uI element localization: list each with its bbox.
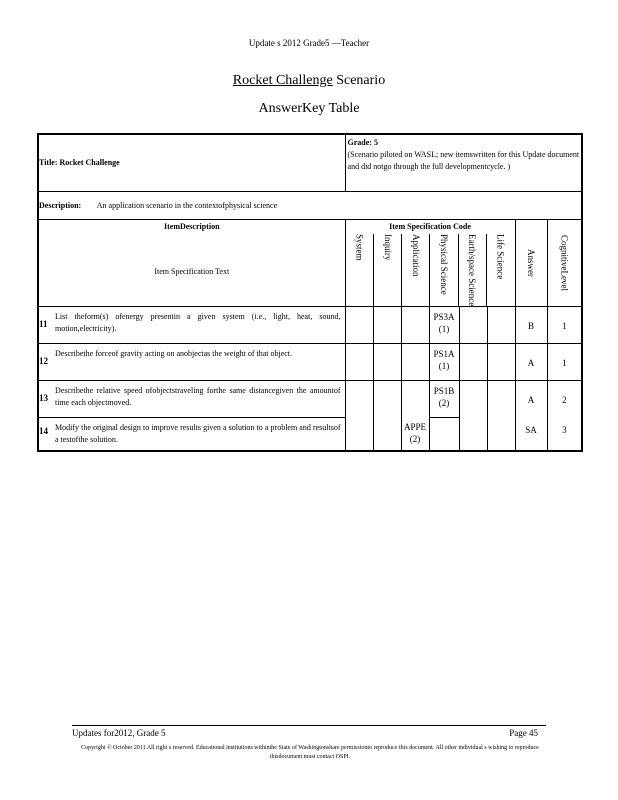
row-description: Modify the original design to improve results given a solution to a problem and resultsof a testofthe solution. [55,417,345,451]
document-subtitle: AnswerKey Table [258,101,360,116]
footer-left: Updates for2012, Grade 5 [72,728,166,738]
cell-level: 2 [547,380,582,417]
level-header [547,219,582,306]
page-header: Update s 2012 Grade5 —Teacher [248,38,370,48]
cell-earthspace [459,343,487,380]
cell-life [487,306,515,343]
page-footer [72,725,546,738]
table-row [38,306,582,343]
cell-physical: PS1B (2) [429,380,459,417]
grade-cell [345,134,582,191]
cell-life [487,417,515,451]
cell-answer: SA [515,417,547,451]
cell-system [345,343,373,380]
cell-inquiry [373,343,401,380]
copyright-notice: Copyright © October 2011 All right s reserved. Educational institutions withinthe State of Washingtonshare permissionto reproduce this document. All other individual s wishing to reproduce thisdocument must contact OSPI. [81,745,539,760]
col-physical-science: Physical Science [439,233,450,295]
cell-application [401,306,429,343]
item-spec-text-label: Item Specification Text [154,266,230,276]
page-number: Page 45 [509,728,538,738]
cell-application: APPE (2) [401,417,429,451]
item-description-header [38,219,345,306]
table-row [38,343,582,380]
title-text: Title: Rocket Challenge [39,158,120,168]
row-number: 14 [38,417,55,451]
cell-life [487,343,515,380]
cell-level: 1 [547,306,582,343]
col-answer: Answer [526,248,537,277]
cell-application [401,380,429,417]
table-row [38,380,582,417]
cell-inquiry [373,306,401,343]
cell-physical [429,417,459,451]
description-label: Description: [39,200,82,210]
description-cell [38,191,582,219]
row-number: 11 [38,306,55,343]
cell-level: 3 [547,417,582,451]
col-application: Application [410,233,421,276]
row-description: List theform(s) ofenergy presentin a given system (i.e., light, heat, sound, motion,electricity). [55,306,345,343]
cell-system [345,380,373,417]
row-number: 13 [38,380,55,417]
col-life-science: Life Science [495,233,506,279]
cell-physical: PS1A (1) [429,343,459,380]
cell-inquiry [373,380,401,417]
cell-system [345,417,373,451]
col-inquiry: Inquiry [382,233,393,260]
document-title [0,73,618,89]
grade-label: Grade: 5 [347,138,378,147]
row-description: Describethe relative speed ofobjectstraveling forthe same distancegiven the amountof time each objectmoved. [55,380,345,417]
cell-earthspace [459,306,487,343]
cell-answer: A [515,380,547,417]
col-cognitive-level: CognitiveLevel [559,234,570,291]
item-description-title: ItemDescription [163,221,220,231]
cell-system [345,306,373,343]
answer-header [515,219,547,306]
cell-physical: PS3A (1) [429,306,459,343]
cell-inquiry [373,417,401,451]
cell-level: 1 [547,343,582,380]
spec-code-title: Item Specification Code [389,221,471,231]
row-description: Describethe forceof gravity acting on anobjectas the weight of that object. [55,343,345,380]
cell-application [401,343,429,380]
row-number: 12 [38,343,55,380]
cell-earthspace [459,380,487,417]
col-system: System [354,233,365,261]
title-cell [38,134,345,191]
col-earthspace-science: Earth/space Science [467,233,478,306]
answer-key-table [37,133,583,452]
spec-code-header [345,219,515,306]
title-underlined: Rocket Challenge [232,73,333,88]
cell-answer: A [515,343,547,380]
cell-answer: B [515,306,547,343]
cell-life [487,380,515,417]
cell-earthspace [459,417,487,451]
description-text: An application scenario in the contextofphysical science [96,200,278,210]
title-rest: Scenario [336,73,386,88]
grade-note: (Scenario piloted on WASL; new itemswritten for this Update document and did notgo through the full developmentcycle. ) [347,150,580,171]
table-row [38,417,582,451]
